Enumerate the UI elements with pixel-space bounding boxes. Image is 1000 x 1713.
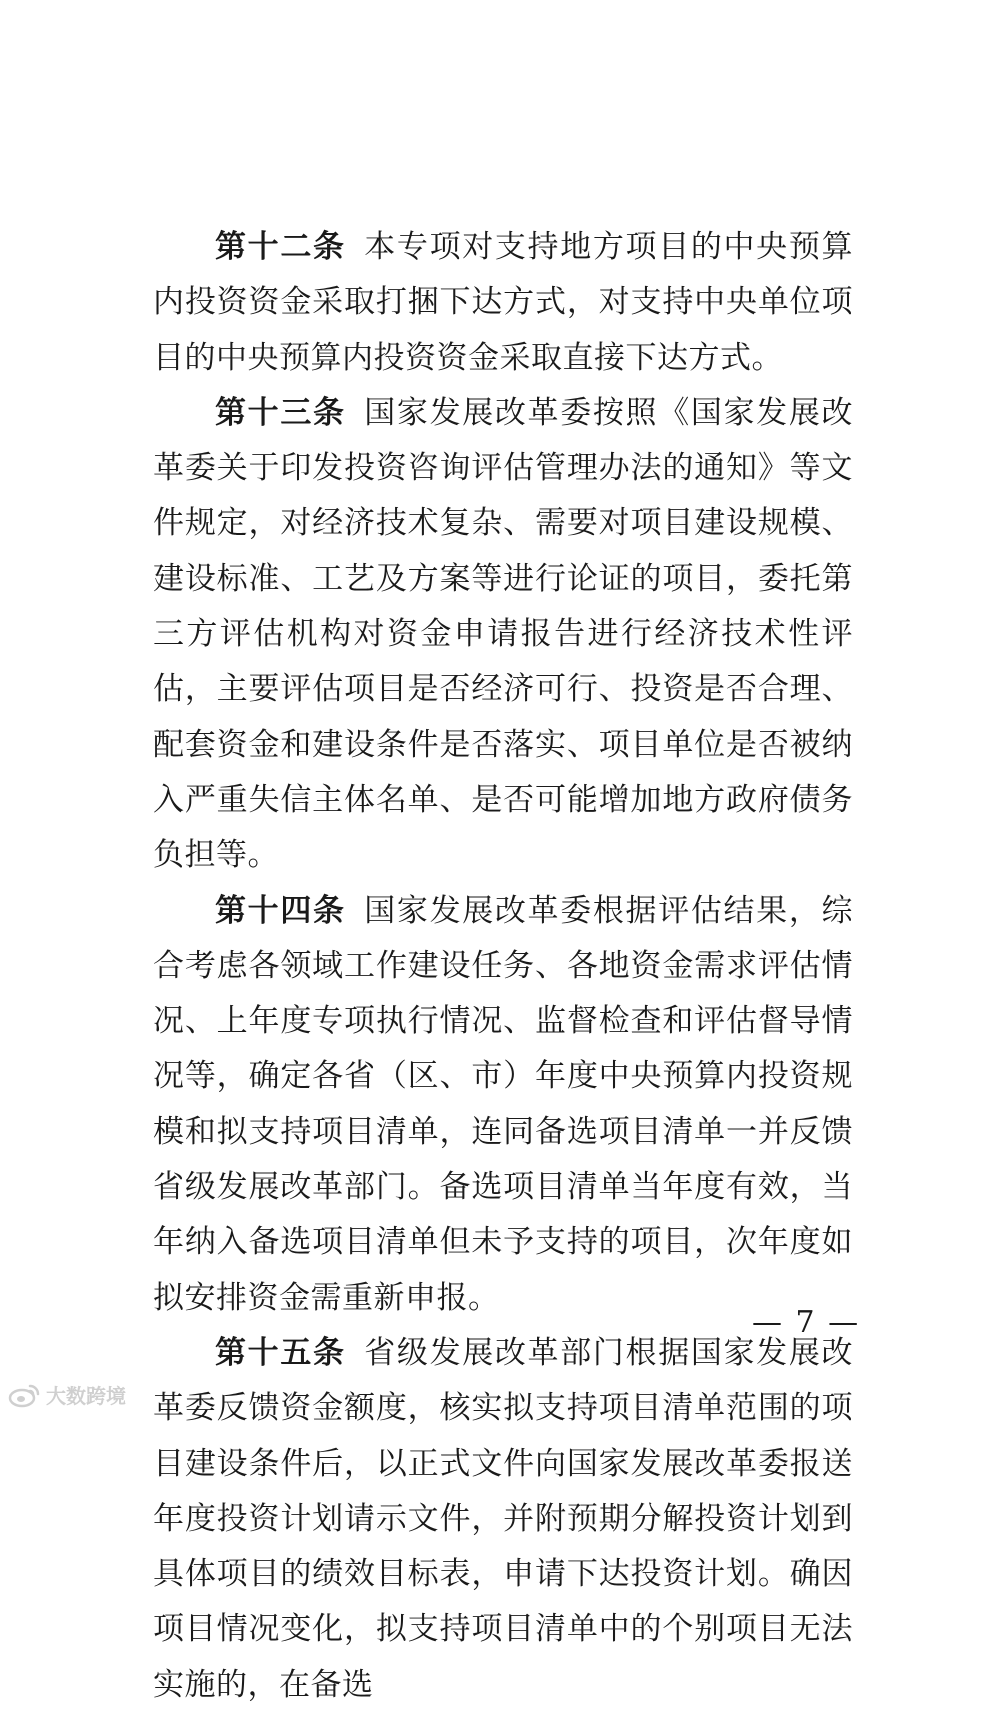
article-text: 省级发展改革部门根据国家发展改革委反馈资金额度，核实拟支持项目清单范围的项目建设条件后，以正式文件向国家发展改革委报送年度投资计划请示文件，并附预期分解投资计划到具体项目的绩效目标表，申请下达投资计划。确因项目情况变化，拟支持项目清单中的个别项目无法实施的，在备选 bbox=[153, 1334, 854, 1703]
article-paragraph-13 bbox=[153, 386, 853, 884]
article-paragraph-14 bbox=[153, 884, 853, 1326]
article-number: 第十三条 bbox=[215, 394, 346, 431]
article-number: 第十四条 bbox=[215, 892, 346, 929]
page-number: — 7 — bbox=[752, 1305, 861, 1340]
article-paragraph-12 bbox=[153, 220, 853, 386]
watermark-text: 大数跨境 bbox=[46, 1384, 126, 1408]
article-text: 国家发展改革委根据评估结果，综合考虑各领域工作建设任务、各地资金需求评估情况、上年度专项执行情况、监督检查和评估督导情况等，确定各省（区、市）年度中央预算内投资规模和拟支持项目清单，连同备选项目清单一并反馈省级发展改革部门。备选项目清单当年度有效，当年纳入备选项目清单但未予支持的项目，次年度如拟安排资金需重新申报。 bbox=[153, 892, 854, 1316]
article-text: 本专项对支持地方项目的中央预算内投资资金采取打捆下达方式，对支持中央单位项目的中央预算内投资资金采取直接下达方式。 bbox=[153, 229, 854, 376]
article-number: 第十五条 bbox=[215, 1334, 346, 1371]
article-paragraph-15 bbox=[153, 1326, 853, 1713]
article-text: 国家发展改革委按照《国家发展改革委关于印发投资咨询评估管理办法的通知》等文件规定，对经济技术复杂、需要对项目建设规模、建设标准、工艺及方案等进行论证的项目，委托第三方评估机构对资金申请报告进行经济技术性评估，主要评估项目是否经济可行、投资是否合理、配套资金和建设条件是否落实、项目单位是否被纳入严重失信主体名单、是否可能增加地方政府债务负担等。 bbox=[153, 394, 854, 874]
watermark bbox=[8, 1380, 126, 1409]
weibo-logo-icon bbox=[8, 1382, 42, 1408]
document-body bbox=[153, 220, 853, 1713]
article-number: 第十二条 bbox=[215, 229, 346, 265]
